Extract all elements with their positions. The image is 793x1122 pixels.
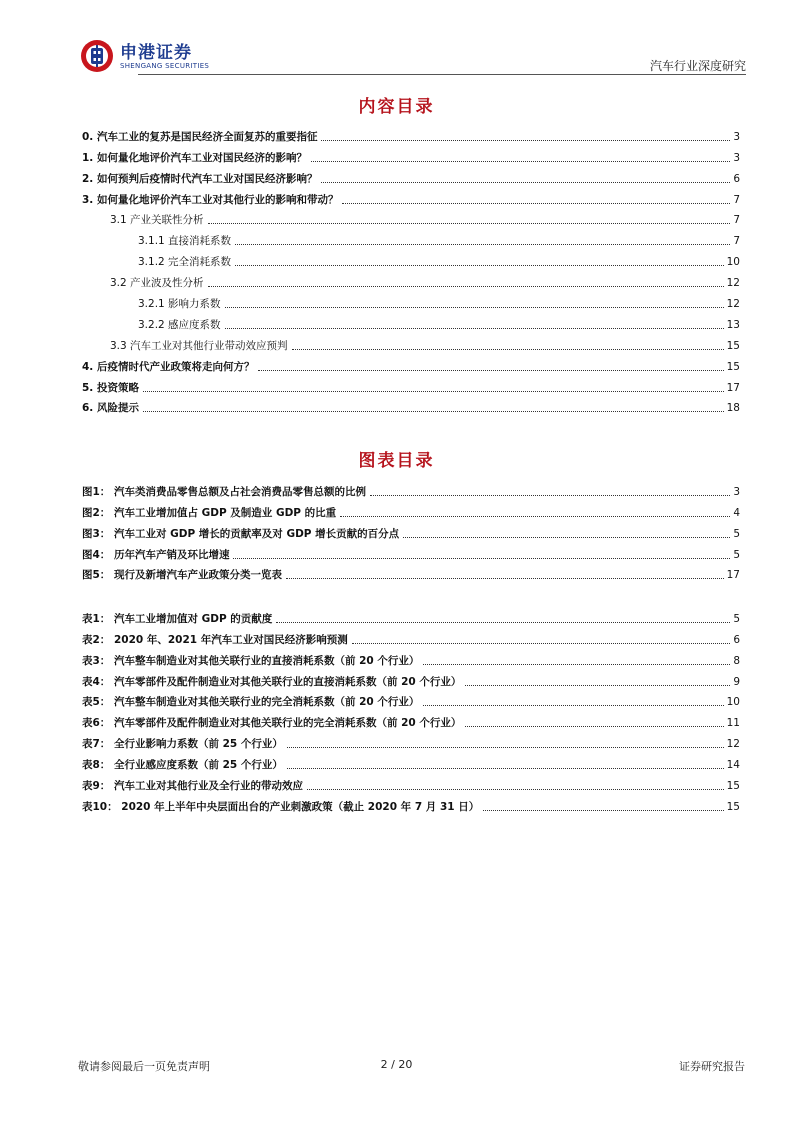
table-entry[interactable] xyxy=(82,605,740,626)
figure-entry[interactable] xyxy=(82,562,740,583)
dot-leader xyxy=(143,411,724,412)
toc-entry-page: 7 xyxy=(733,235,740,248)
table-entry-label: 表10： 2020 年上半年中央层面出台的产业刺激政策（截止 2020 年 7 月 31 日） xyxy=(82,800,480,813)
toc-entry-page: 15 xyxy=(726,339,740,352)
table-entry-label: 表7： 全行业影响力系数（前 25 个行业） xyxy=(82,738,283,751)
toc-entry-label: 3. 如何量化地评价汽车工业对其他行业的影响和带动？ xyxy=(82,193,339,206)
toc-entry[interactable] xyxy=(82,227,740,248)
toc-entry-label: 3.2.2 感应度系数 xyxy=(138,318,221,331)
toc-entry-page: 12 xyxy=(726,298,740,311)
dot-leader xyxy=(208,223,731,224)
figure-entry-label: 图1： 汽车类消费品零售总额及占社会消费品零售总额的比例 xyxy=(82,485,366,498)
figures-list xyxy=(82,478,740,582)
dot-leader xyxy=(465,726,723,727)
dot-leader xyxy=(287,768,724,769)
company-name-cn: 申港证券 xyxy=(120,43,192,63)
figure-entry-page: 5 xyxy=(733,527,740,540)
toc-entry-label: 3.2.1 影响力系数 xyxy=(138,298,221,311)
table-entry-label: 表4： 汽车零部件及配件制造业对其他关联行业的直接消耗系数（前 20 个行业） xyxy=(82,675,462,688)
table-entry-page: 12 xyxy=(726,738,740,751)
dot-leader xyxy=(423,705,723,706)
table-entry-label: 表6： 汽车零部件及配件制造业对其他关联行业的完全消耗系数（前 20 个行业） xyxy=(82,717,462,730)
header-divider xyxy=(138,74,746,75)
toc-entry-label: 2. 如何预判后疫情时代汽车工业对国民经济影响？ xyxy=(82,172,318,185)
dot-leader xyxy=(423,664,730,665)
table-entry[interactable] xyxy=(82,626,740,647)
disclaimer-link: 敬请参阅最后一页免责声明 xyxy=(78,1060,210,1073)
dot-leader xyxy=(352,643,731,644)
toc-entry-page: 7 xyxy=(733,193,740,206)
toc-entry-page: 12 xyxy=(726,277,740,290)
company-logo xyxy=(78,37,278,77)
toc-entry-label: 3.1.1 直接消耗系数 xyxy=(138,235,232,248)
figure-entry-page: 5 xyxy=(733,548,740,561)
dot-leader xyxy=(311,161,730,162)
toc-entry[interactable] xyxy=(82,123,740,144)
toc-entry[interactable] xyxy=(82,144,740,165)
figure-entry-page: 17 xyxy=(726,569,740,582)
table-entry-page: 10 xyxy=(726,696,740,709)
table-entry[interactable] xyxy=(82,793,740,814)
company-name-en: SHENGANG SECURITIES xyxy=(120,62,210,70)
table-entry-page: 14 xyxy=(726,759,740,772)
table-entry[interactable] xyxy=(82,772,740,793)
figure-entry[interactable] xyxy=(82,478,740,499)
dot-leader xyxy=(233,558,730,559)
document-type: 汽车行业深度研究 xyxy=(649,59,746,73)
toc-entry-page: 3 xyxy=(733,130,740,143)
toc-entry[interactable] xyxy=(82,290,740,311)
figures-title: 图表目录 xyxy=(358,451,435,471)
table-entry-page: 15 xyxy=(726,780,740,793)
dot-leader xyxy=(286,578,724,579)
toc-entry-page: 7 xyxy=(733,214,740,227)
toc-entry[interactable] xyxy=(82,374,740,395)
toc-entry[interactable] xyxy=(82,207,740,228)
table-entry-page: 9 xyxy=(733,675,740,688)
dot-leader xyxy=(208,286,724,287)
figure-entry[interactable] xyxy=(82,541,740,562)
figure-entry-page: 4 xyxy=(733,506,740,519)
table-entry-label: 表1： 汽车工业增加值对 GDP 的贡献度 xyxy=(82,612,273,625)
dot-leader xyxy=(292,349,724,350)
dot-leader xyxy=(235,244,730,245)
figure-entry-label: 图3： 汽车工业对 GDP 增长的贡献率及对 GDP 增长贡献的百分点 xyxy=(82,527,400,540)
toc-entry-label: 5. 投资策略 xyxy=(82,381,139,394)
toc-entry[interactable] xyxy=(82,165,740,186)
table-entry-label: 表3： 汽车整车制造业对其他关联行业的直接消耗系数（前 20 个行业） xyxy=(82,654,420,667)
toc-entry-label: 3.3 汽车工业对其他行业带动效应预判 xyxy=(110,339,288,352)
toc-entry-page: 10 xyxy=(726,256,740,269)
dot-leader xyxy=(340,516,730,517)
dot-leader xyxy=(465,685,730,686)
toc-entry[interactable] xyxy=(82,248,740,269)
dot-leader xyxy=(143,391,724,392)
table-entry[interactable] xyxy=(82,709,740,730)
toc-entry[interactable] xyxy=(82,269,740,290)
table-entry-page: 8 xyxy=(733,654,740,667)
toc-entry-label: 4. 后疫情时代产业政策将走向何方？ xyxy=(82,360,255,373)
toc-entry[interactable] xyxy=(82,332,740,353)
dot-leader xyxy=(342,203,730,204)
figure-entry[interactable] xyxy=(82,520,740,541)
shengang-logo-icon xyxy=(80,39,114,73)
toc-entry-page: 13 xyxy=(726,318,740,331)
figure-entry-page: 3 xyxy=(733,485,740,498)
toc-entry[interactable] xyxy=(82,311,740,332)
dot-leader xyxy=(403,537,730,538)
figure-entry-label: 图4： 历年汽车产销及环比增速 xyxy=(82,548,230,561)
toc-entry-page: 3 xyxy=(733,151,740,164)
table-entry-page: 6 xyxy=(733,633,740,646)
figure-entry-label: 图2： 汽车工业增加值占 GDP 及制造业 GDP 的比重 xyxy=(82,506,337,519)
dot-leader xyxy=(307,789,724,790)
report-type: 证券研究报告 xyxy=(679,1060,745,1073)
toc-entry-page: 6 xyxy=(733,172,740,185)
toc-entry[interactable] xyxy=(82,395,740,416)
dot-leader xyxy=(483,810,723,811)
table-entry-label: 表8： 全行业感应度系数（前 25 个行业） xyxy=(82,759,283,772)
dot-leader xyxy=(258,370,723,371)
dot-leader xyxy=(287,747,724,748)
table-entry-label: 表5： 汽车整车制造业对其他关联行业的完全消耗系数（前 20 个行业） xyxy=(82,696,420,709)
page-header xyxy=(78,37,746,77)
table-entry[interactable] xyxy=(82,751,740,772)
figure-entry[interactable] xyxy=(82,499,740,520)
toc-entry[interactable] xyxy=(82,353,740,374)
table-entry[interactable] xyxy=(82,668,740,689)
dot-leader xyxy=(225,307,724,308)
toc-title: 内容目录 xyxy=(358,97,435,117)
table-entry-page: 11 xyxy=(726,717,740,730)
table-entry-label: 表9： 汽车工业对其他行业及全行业的带动效应 xyxy=(82,780,303,793)
toc-entry-label: 1. 如何量化地评价汽车工业对国民经济的影响？ xyxy=(82,151,307,164)
table-entry[interactable] xyxy=(82,689,740,710)
toc-entry-page: 18 xyxy=(726,402,740,415)
toc-entry-label: 0. 汽车工业的复苏是国民经济全面复苏的重要指征 xyxy=(82,130,318,143)
toc-entry-label: 3.1 产业关联性分析 xyxy=(110,214,204,227)
tables-list xyxy=(82,605,740,814)
dot-leader xyxy=(276,622,730,623)
table-entry-page: 5 xyxy=(733,612,740,625)
dot-leader xyxy=(370,495,730,496)
dot-leader xyxy=(225,328,724,329)
toc-entry[interactable] xyxy=(82,186,740,207)
dot-leader xyxy=(321,182,730,183)
toc-entry-label: 6. 风险提示 xyxy=(82,402,139,415)
dot-leader xyxy=(321,140,730,141)
figure-entry-label: 图5： 现行及新增汽车产业政策分类一览表 xyxy=(82,569,282,582)
toc-entry-label: 3.1.2 完全消耗系数 xyxy=(138,256,232,269)
table-entry[interactable] xyxy=(82,647,740,668)
toc-entry-page: 17 xyxy=(726,381,740,394)
table-entry-page: 15 xyxy=(726,800,740,813)
toc-entry-page: 15 xyxy=(726,360,740,373)
table-entry[interactable] xyxy=(82,730,740,751)
page-number: 2 / 20 xyxy=(380,1058,413,1071)
toc-entry-label: 3.2 产业波及性分析 xyxy=(110,277,204,290)
table-entry-label: 表2： 2020 年、2021 年汽车工业对国民经济影响预测 xyxy=(82,633,348,646)
toc-list xyxy=(82,123,740,415)
dot-leader xyxy=(235,265,724,266)
